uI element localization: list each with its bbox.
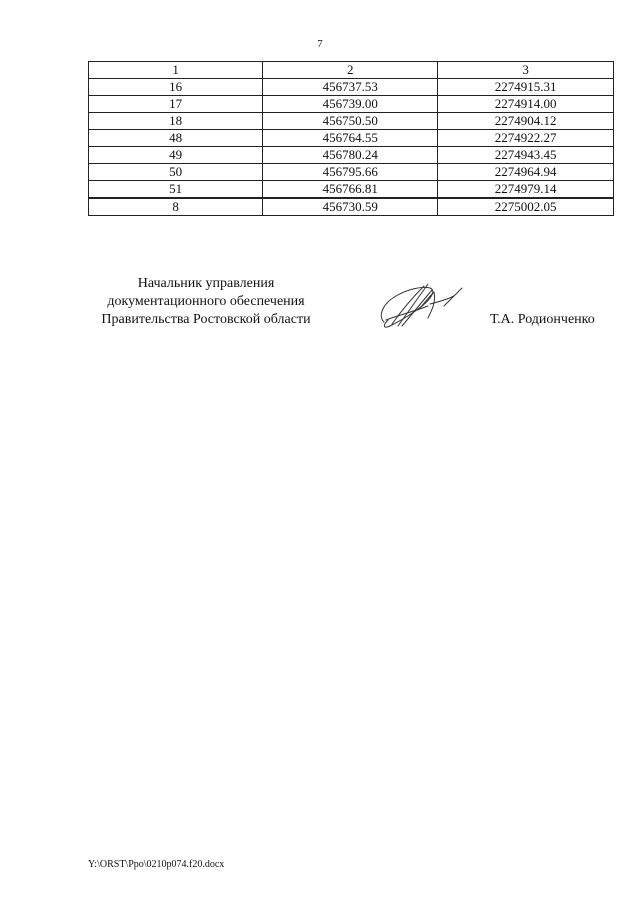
table-row bbox=[89, 96, 614, 113]
page-number: 7 bbox=[317, 38, 323, 50]
y-coordinate-cell: 2274914.00 bbox=[438, 96, 614, 113]
point-number-cell: 8 bbox=[89, 198, 263, 216]
point-number-cell: 18 bbox=[89, 113, 263, 130]
table-row bbox=[89, 147, 614, 164]
coordinates-table bbox=[88, 61, 614, 216]
table-row bbox=[89, 113, 614, 130]
x-coordinate-cell: 456795.66 bbox=[263, 164, 438, 181]
table-header-row bbox=[89, 62, 614, 79]
point-number-cell: 16 bbox=[89, 79, 263, 96]
x-coordinate-cell: 456780.24 bbox=[263, 147, 438, 164]
x-coordinate-cell: 456730.59 bbox=[263, 198, 438, 216]
signatory-title-line: Правительства Ростовской области bbox=[101, 312, 311, 327]
y-coordinate-cell: 2274904.12 bbox=[438, 113, 614, 130]
signatory-title-line: Начальник управления bbox=[137, 276, 275, 291]
point-number-cell: 49 bbox=[89, 147, 263, 164]
y-coordinate-cell: 2274915.31 bbox=[438, 79, 614, 96]
x-coordinate-cell: 456737.53 bbox=[263, 79, 438, 96]
table-row bbox=[89, 130, 614, 147]
point-number-cell: 51 bbox=[89, 181, 263, 199]
column-header: 2 bbox=[263, 62, 438, 79]
y-coordinate-cell: 2274979.14 bbox=[438, 181, 614, 199]
signer-name: Т.А. Родионченко bbox=[490, 312, 595, 327]
column-header: 3 bbox=[438, 62, 614, 79]
x-coordinate-cell: 456766.81 bbox=[263, 181, 438, 199]
file-path: Y:\ORST\Ppo\0210p074.f20.docx bbox=[88, 859, 225, 870]
point-number-cell: 17 bbox=[89, 96, 263, 113]
column-header: 1 bbox=[89, 62, 263, 79]
table-row bbox=[89, 198, 614, 216]
handwritten-signature bbox=[372, 276, 472, 336]
x-coordinate-cell: 456764.55 bbox=[263, 130, 438, 147]
point-number-cell: 50 bbox=[89, 164, 263, 181]
signatory-title-line: документационного обеспечения bbox=[107, 294, 305, 309]
x-coordinate-cell: 456750.50 bbox=[263, 113, 438, 130]
y-coordinate-cell: 2274922.27 bbox=[438, 130, 614, 147]
table-row bbox=[89, 181, 614, 199]
x-coordinate-cell: 456739.00 bbox=[263, 96, 438, 113]
table-row bbox=[89, 79, 614, 96]
y-coordinate-cell: 2275002.05 bbox=[438, 198, 614, 216]
signatory-title bbox=[86, 275, 326, 329]
point-number-cell: 48 bbox=[89, 130, 263, 147]
y-coordinate-cell: 2274943.45 bbox=[438, 147, 614, 164]
table-row bbox=[89, 164, 614, 181]
y-coordinate-cell: 2274964.94 bbox=[438, 164, 614, 181]
